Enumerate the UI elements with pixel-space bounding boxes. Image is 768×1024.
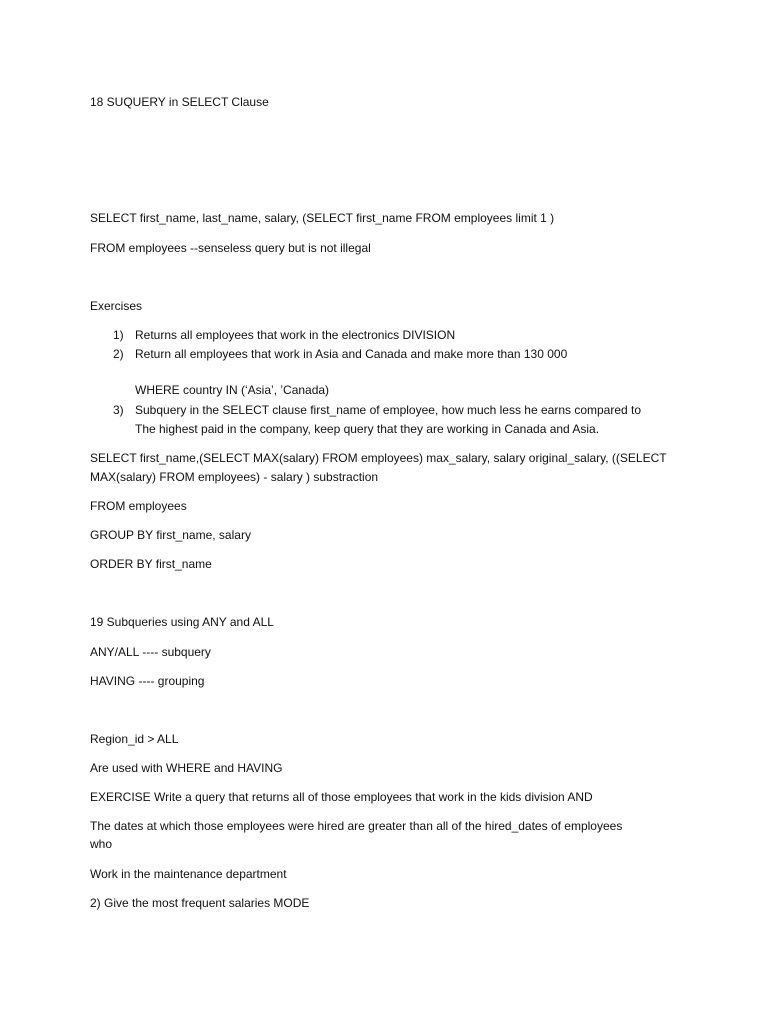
mode-line: 2) Give the most frequent salaries MODE	[90, 896, 310, 910]
solution-order-line: ORDER BY first_name	[90, 557, 212, 571]
exercises-heading: Exercises	[90, 299, 143, 313]
exercise-item-1: Returns all employees that work in the electronics DIVISION	[135, 328, 456, 342]
maintenance-line: Work in the maintenance department	[90, 867, 287, 881]
region-line: Region_id > ALL	[90, 732, 179, 746]
exercise-item-3-continued: The highest paid in the company, keep query that they are working in Canada and Asia.	[135, 422, 600, 436]
any-all-line: ANY/ALL ---- subquery	[90, 645, 211, 659]
exercise-item-2: Return all employees that work in Asia and Canada and make more than 130 000	[135, 347, 568, 361]
solution-from-line: FROM employees	[90, 499, 187, 513]
query-line-from: FROM employees --senseless query but is not illegal	[90, 241, 371, 255]
exercise-number-2: 2)	[113, 347, 124, 361]
solution-select-line2: MAX(salary) FROM employees) - salary ) substraction	[90, 470, 379, 484]
solution-group-line: GROUP BY first_name, salary	[90, 528, 251, 542]
used-with-line: Are used with WHERE and HAVING	[90, 761, 283, 775]
section-19-heading: 19 Subqueries using ANY and ALL	[90, 615, 274, 629]
section-18-heading: 18 SUQUERY in SELECT Clause	[90, 95, 269, 109]
having-line: HAVING ---- grouping	[90, 674, 205, 688]
exercise-kids-division: EXERCISE Write a query that returns all of those employees that work in the kids division AND	[90, 790, 593, 804]
exercise-item-2-where: WHERE country IN (‘Asia’, ’Canada)	[135, 383, 330, 397]
exercise-item-3: Subquery in the SELECT clause first_name of employee, how much less he earns compared to	[135, 403, 642, 417]
dates-line2: who	[90, 837, 113, 851]
query-line-select: SELECT first_name, last_name, salary, (SELECT first_name FROM employees limit 1 )	[90, 211, 555, 225]
exercise-number-3: 3)	[113, 403, 124, 417]
dates-line1: The dates at which those employees were hired are greater than all of the hired_dates of employees	[90, 819, 623, 833]
exercise-number-1: 1)	[113, 328, 124, 342]
solution-select-line1: SELECT first_name,(SELECT MAX(salary) FROM employees) max_salary, salary original_salary, ((SELECT	[90, 451, 667, 465]
